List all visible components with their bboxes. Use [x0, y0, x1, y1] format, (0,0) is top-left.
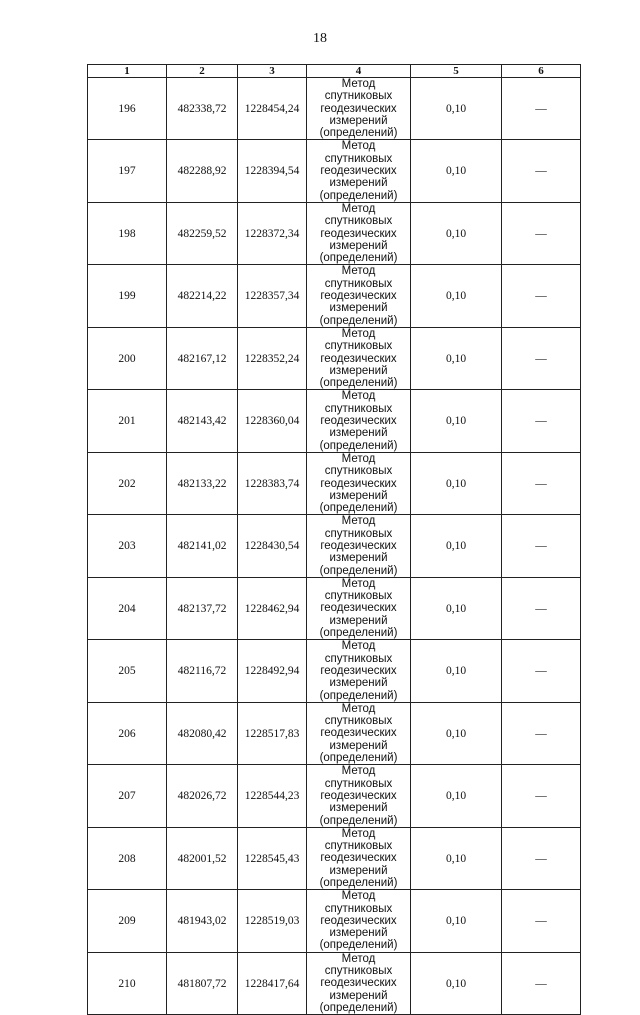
method-line: Метод спутниковых: [324, 827, 393, 853]
method-line: Метод спутниковых: [324, 202, 393, 228]
method-line: (определений): [319, 939, 398, 952]
method-cell: [307, 890, 411, 952]
x-coordinate-cell: 482080,42: [167, 702, 238, 764]
y-coordinate-cell: 1228454,24: [238, 78, 307, 140]
x-coordinate-cell: 482288,92: [167, 140, 238, 202]
method-line: геодезических: [320, 352, 397, 365]
method-cell: [307, 78, 411, 140]
x-coordinate-cell: 482214,22: [167, 265, 238, 327]
method-line: геодезических: [320, 977, 397, 990]
method-line: геодезических: [320, 664, 397, 677]
method-line: (определений): [319, 377, 398, 390]
table-row: [88, 765, 581, 827]
method-line: Метод спутниковых: [324, 640, 393, 665]
method-line: Метод спутниковых: [324, 702, 393, 728]
accuracy-cell: 0,10: [411, 452, 502, 514]
method-line: геодезических: [320, 102, 397, 115]
method-line: Метод спутниковых: [324, 890, 393, 915]
x-coordinate-cell: 482167,12: [167, 327, 238, 389]
y-coordinate-cell: 1228383,74: [238, 452, 307, 514]
table-row: [88, 577, 581, 639]
method-cell: [307, 390, 411, 452]
method-line: геодезических: [320, 852, 397, 865]
method-line: геодезических: [320, 165, 397, 178]
method-cell: [307, 827, 411, 889]
x-coordinate-cell: 482116,72: [167, 640, 238, 702]
accuracy-cell: 0,10: [411, 390, 502, 452]
method-line: (определений): [319, 252, 398, 265]
y-coordinate-cell: 1228360,04: [238, 390, 307, 452]
description-cell: —: [502, 265, 581, 327]
method-line: геодезических: [320, 477, 397, 490]
accuracy-cell: 0,10: [411, 327, 502, 389]
method-line: измерений: [329, 364, 388, 377]
y-coordinate-cell: 1228357,34: [238, 265, 307, 327]
method-cell: [307, 765, 411, 827]
description-cell: —: [502, 702, 581, 764]
table-row: [88, 515, 581, 577]
method-line: Метод спутниковых: [324, 577, 393, 603]
header-col-5: 5: [411, 65, 502, 78]
description-cell: —: [502, 140, 581, 202]
method-line: (определений): [319, 189, 398, 202]
y-coordinate-cell: 1228492,94: [238, 640, 307, 702]
point-number-cell: 207: [88, 765, 167, 827]
point-number-cell: 204: [88, 577, 167, 639]
method-line: измерений: [329, 989, 388, 1002]
method-line: измерений: [329, 427, 388, 440]
description-cell: —: [502, 515, 581, 577]
table-row: [88, 327, 581, 389]
method-line: измерений: [329, 802, 388, 815]
description-cell: —: [502, 202, 581, 264]
point-number-cell: 198: [88, 202, 167, 264]
method-line: (определений): [319, 877, 398, 889]
method-line: (определений): [319, 1001, 398, 1014]
x-coordinate-cell: 482143,42: [167, 390, 238, 452]
coordinates-table: [87, 64, 581, 1015]
y-coordinate-cell: 1228545,43: [238, 827, 307, 889]
y-coordinate-cell: 1228394,54: [238, 140, 307, 202]
method-cell: [307, 327, 411, 389]
method-line: геодезических: [320, 602, 397, 615]
description-cell: —: [502, 890, 581, 952]
accuracy-cell: 0,10: [411, 78, 502, 140]
method-line: геодезических: [320, 727, 397, 740]
method-line: измерений: [329, 302, 388, 315]
description-cell: —: [502, 765, 581, 827]
accuracy-cell: 0,10: [411, 202, 502, 264]
table-row: [88, 702, 581, 764]
method-line: измерений: [329, 864, 388, 877]
table-row: [88, 78, 581, 140]
accuracy-cell: 0,10: [411, 640, 502, 702]
table-row: [88, 890, 581, 952]
header-col-1: 1: [88, 65, 167, 78]
method-line: Метод спутниковых: [324, 765, 393, 790]
point-number-cell: 205: [88, 640, 167, 702]
description-cell: —: [502, 577, 581, 639]
accuracy-cell: 0,10: [411, 952, 502, 1014]
x-coordinate-cell: 481807,72: [167, 952, 238, 1014]
header-col-3: 3: [238, 65, 307, 78]
method-line: (определений): [319, 814, 398, 827]
x-coordinate-cell: 481943,02: [167, 890, 238, 952]
method-line: Метод спутниковых: [324, 140, 393, 165]
x-coordinate-cell: 482338,72: [167, 78, 238, 140]
description-cell: —: [502, 327, 581, 389]
method-line: измерений: [329, 739, 388, 752]
table-row: [88, 952, 581, 1014]
method-line: измерений: [329, 239, 388, 252]
table-row: [88, 827, 581, 889]
x-coordinate-cell: 482137,72: [167, 577, 238, 639]
description-cell: —: [502, 827, 581, 889]
point-number-cell: 203: [88, 515, 167, 577]
method-line: Метод спутниковых: [324, 390, 393, 415]
method-line: измерений: [329, 489, 388, 502]
point-number-cell: 199: [88, 265, 167, 327]
accuracy-cell: 0,10: [411, 702, 502, 764]
method-cell: [307, 515, 411, 577]
method-line: геодезических: [320, 227, 397, 240]
method-cell: [307, 202, 411, 264]
y-coordinate-cell: 1228462,94: [238, 577, 307, 639]
x-coordinate-cell: 482141,02: [167, 515, 238, 577]
header-col-6: 6: [502, 65, 581, 78]
method-cell: [307, 452, 411, 514]
method-cell: [307, 265, 411, 327]
header-col-2: 2: [167, 65, 238, 78]
accuracy-cell: 0,10: [411, 827, 502, 889]
x-coordinate-cell: 482133,22: [167, 452, 238, 514]
point-number-cell: 201: [88, 390, 167, 452]
method-cell: [307, 140, 411, 202]
description-cell: —: [502, 952, 581, 1014]
method-line: Метод спутниковых: [324, 78, 393, 103]
method-line: (определений): [319, 127, 398, 140]
method-line: измерений: [329, 927, 388, 940]
point-number-cell: 209: [88, 890, 167, 952]
point-number-cell: 208: [88, 827, 167, 889]
method-cell: [307, 702, 411, 764]
y-coordinate-cell: 1228352,24: [238, 327, 307, 389]
y-coordinate-cell: 1228519,03: [238, 890, 307, 952]
table-row: [88, 202, 581, 264]
y-coordinate-cell: 1228517,83: [238, 702, 307, 764]
method-line: (определений): [319, 439, 398, 452]
method-cell: [307, 952, 411, 1014]
method-line: (определений): [319, 752, 398, 765]
table-header-row: [88, 65, 581, 78]
method-line: (определений): [319, 689, 398, 702]
method-line: Метод спутниковых: [324, 452, 393, 478]
point-number-cell: 200: [88, 327, 167, 389]
y-coordinate-cell: 1228430,54: [238, 515, 307, 577]
table-row: [88, 265, 581, 327]
method-line: геодезических: [320, 539, 397, 552]
method-line: Метод спутниковых: [324, 952, 393, 978]
method-line: Метод спутниковых: [324, 515, 393, 540]
accuracy-cell: 0,10: [411, 577, 502, 639]
method-line: геодезических: [320, 290, 397, 303]
description-cell: —: [502, 452, 581, 514]
accuracy-cell: 0,10: [411, 890, 502, 952]
table-row: [88, 640, 581, 702]
method-line: измерений: [329, 114, 388, 127]
accuracy-cell: 0,10: [411, 515, 502, 577]
table-row: [88, 140, 581, 202]
method-line: измерений: [329, 614, 388, 627]
method-line: геодезических: [320, 415, 397, 428]
header-col-4: 4: [307, 65, 411, 78]
description-cell: —: [502, 390, 581, 452]
method-line: измерений: [329, 552, 388, 565]
method-line: геодезических: [320, 789, 397, 802]
method-line: (определений): [319, 314, 398, 327]
method-line: (определений): [319, 502, 398, 515]
point-number-cell: 202: [88, 452, 167, 514]
method-line: (определений): [319, 627, 398, 640]
method-cell: [307, 577, 411, 639]
point-number-cell: 197: [88, 140, 167, 202]
page-number: 18: [313, 31, 327, 46]
table-row: [88, 452, 581, 514]
method-line: измерений: [329, 677, 388, 690]
method-line: геодезических: [320, 914, 397, 927]
x-coordinate-cell: 482259,52: [167, 202, 238, 264]
x-coordinate-cell: 482001,52: [167, 827, 238, 889]
description-cell: —: [502, 640, 581, 702]
point-number-cell: 206: [88, 702, 167, 764]
method-cell: [307, 640, 411, 702]
method-line: (определений): [319, 564, 398, 577]
table-row: [88, 390, 581, 452]
y-coordinate-cell: 1228372,34: [238, 202, 307, 264]
method-line: измерений: [329, 177, 388, 190]
method-line: Метод спутниковых: [324, 327, 393, 353]
y-coordinate-cell: 1228544,23: [238, 765, 307, 827]
accuracy-cell: 0,10: [411, 765, 502, 827]
x-coordinate-cell: 482026,72: [167, 765, 238, 827]
description-cell: —: [502, 78, 581, 140]
point-number-cell: 210: [88, 952, 167, 1014]
y-coordinate-cell: 1228417,64: [238, 952, 307, 1014]
accuracy-cell: 0,10: [411, 265, 502, 327]
point-number-cell: 196: [88, 78, 167, 140]
accuracy-cell: 0,10: [411, 140, 502, 202]
method-line: Метод спутниковых: [324, 265, 393, 290]
